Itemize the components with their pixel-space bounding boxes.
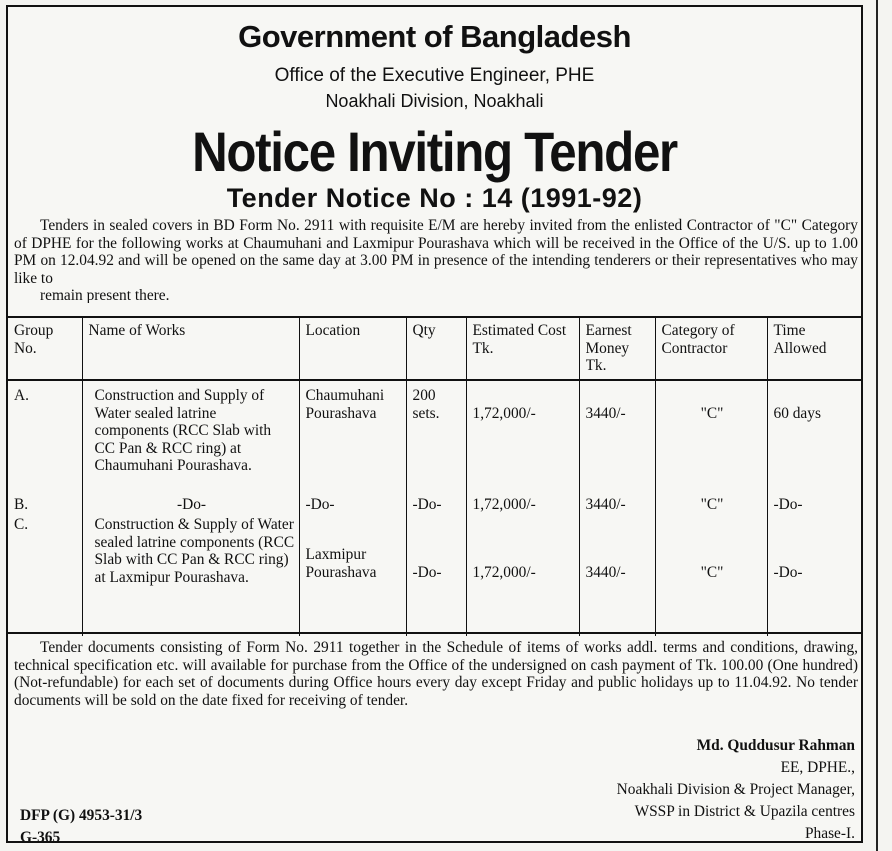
header-qty: Qty xyxy=(406,317,466,380)
table-row xyxy=(8,496,861,516)
tender-notice-number: Tender Notice No : 14 (1991-92) xyxy=(226,183,643,213)
column-divider-line xyxy=(876,0,878,851)
location-cell: Chaumuhani Pourashava xyxy=(299,380,406,496)
time-cell: -Do- xyxy=(773,564,803,581)
header-estimated-cost: Estimated Cost Tk. xyxy=(466,317,579,380)
header-time-allowed: Time Allowed xyxy=(767,317,861,380)
tender-notice-box xyxy=(6,5,863,846)
intro-body: Tenders in sealed covers in BD Form No. 2911 with requisite E/M are hereby invited from the enlisted Contractor of "C" Category of DPHE for the following works at Chaumuhani and Laxmipur Pourashava which will be received in the Office of the U/S. up to 1.00 PM on 12.04.92 and will be opened on the same day at 3.00 PM in presence of the intending tenderers or their representatives who may like to xyxy=(14,217,858,287)
qty-cell: -Do- xyxy=(406,496,466,516)
documents-paragraph: Tender documents consisting of Form No. 2911 together in the Schedule of items of works addl. terms and conditions, drawing, technical specification etc. will available for purchase from the Office of the undersigned on cash payment of Tk. 100.00 (One hundred) (Not-refundable) for each set of documents during Office hours every day except Friday and public holidays up to 11.04.92. No tender documents will be sold on the date fixed for receiving of tender. xyxy=(14,639,858,709)
table-row xyxy=(8,516,861,636)
header-category: Category of Contractor xyxy=(655,317,767,380)
office-heading: Office of the Executive Engineer, PHE xyxy=(274,65,595,86)
government-heading: Government of Bangladesh xyxy=(238,19,631,54)
table-row xyxy=(8,380,861,496)
qty-cell: 200 sets. xyxy=(406,380,466,496)
earnest-cell: 3440/- xyxy=(579,496,655,516)
header-group: Group No. xyxy=(8,317,82,380)
earnest-cell: 3440/- xyxy=(579,516,655,636)
category-cell: "C" xyxy=(655,380,767,496)
earnest-cell: 3440/- xyxy=(579,380,655,496)
works-table xyxy=(8,316,861,636)
signatory-name: Md. Quddusur Rahman xyxy=(696,737,855,754)
dfp-code: DFP (G) 4953-31/3 xyxy=(20,807,143,824)
location-cell: Laxmipur Pourashava xyxy=(299,516,406,636)
g-code: G-365 xyxy=(20,829,61,846)
works-cell: Construction and Supply of Water sealed latrine components (RCC Slab with CC Pan & RCC ring) at Chaumuhani Pourashava. xyxy=(82,380,299,496)
qty-cell: -Do- xyxy=(406,516,466,636)
time-cell: -Do- xyxy=(773,496,803,513)
location-cell: -Do- xyxy=(299,496,406,516)
signatory-line-1: Noakhali Division & Project Manager, xyxy=(616,781,855,798)
division-heading: Noakhali Division, Noakhali xyxy=(325,91,544,111)
intro-tail: remain present there. xyxy=(40,287,170,303)
signatory-line-2: WSSP in District & Upazila centres xyxy=(634,803,855,820)
category-cell: "C" xyxy=(655,496,767,516)
category-cell: "C" xyxy=(655,516,767,636)
signatory-line-3: Phase-I. xyxy=(804,825,855,842)
cost-cell: 1,72,000/- xyxy=(466,380,579,496)
group-cell: A. xyxy=(8,380,82,496)
header-name-of-works: Name of Works xyxy=(82,317,299,380)
intro-paragraph xyxy=(14,217,858,303)
signatory-designation: EE, DPHE., xyxy=(780,759,855,776)
table-bottom-rule xyxy=(8,632,861,634)
header-location: Location xyxy=(299,317,406,380)
works-cell: -Do- xyxy=(82,496,299,516)
works-cell: Construction & Supply of Water sealed latrine components (RCC Slab with CC Pan & RCC ring) at Laxmipur Pourashava. xyxy=(82,516,299,636)
cost-cell: 1,72,000/- xyxy=(466,496,579,516)
header-earnest-money: Earnest Money Tk. xyxy=(579,317,655,380)
group-cell: B. xyxy=(8,496,82,516)
table-header-row xyxy=(8,317,861,380)
cost-cell: 1,72,000/- xyxy=(466,516,579,636)
group-cell: C. xyxy=(8,516,82,636)
notice-title: Notice Inviting Tender xyxy=(192,120,677,183)
time-cell: 60 days xyxy=(773,405,821,422)
